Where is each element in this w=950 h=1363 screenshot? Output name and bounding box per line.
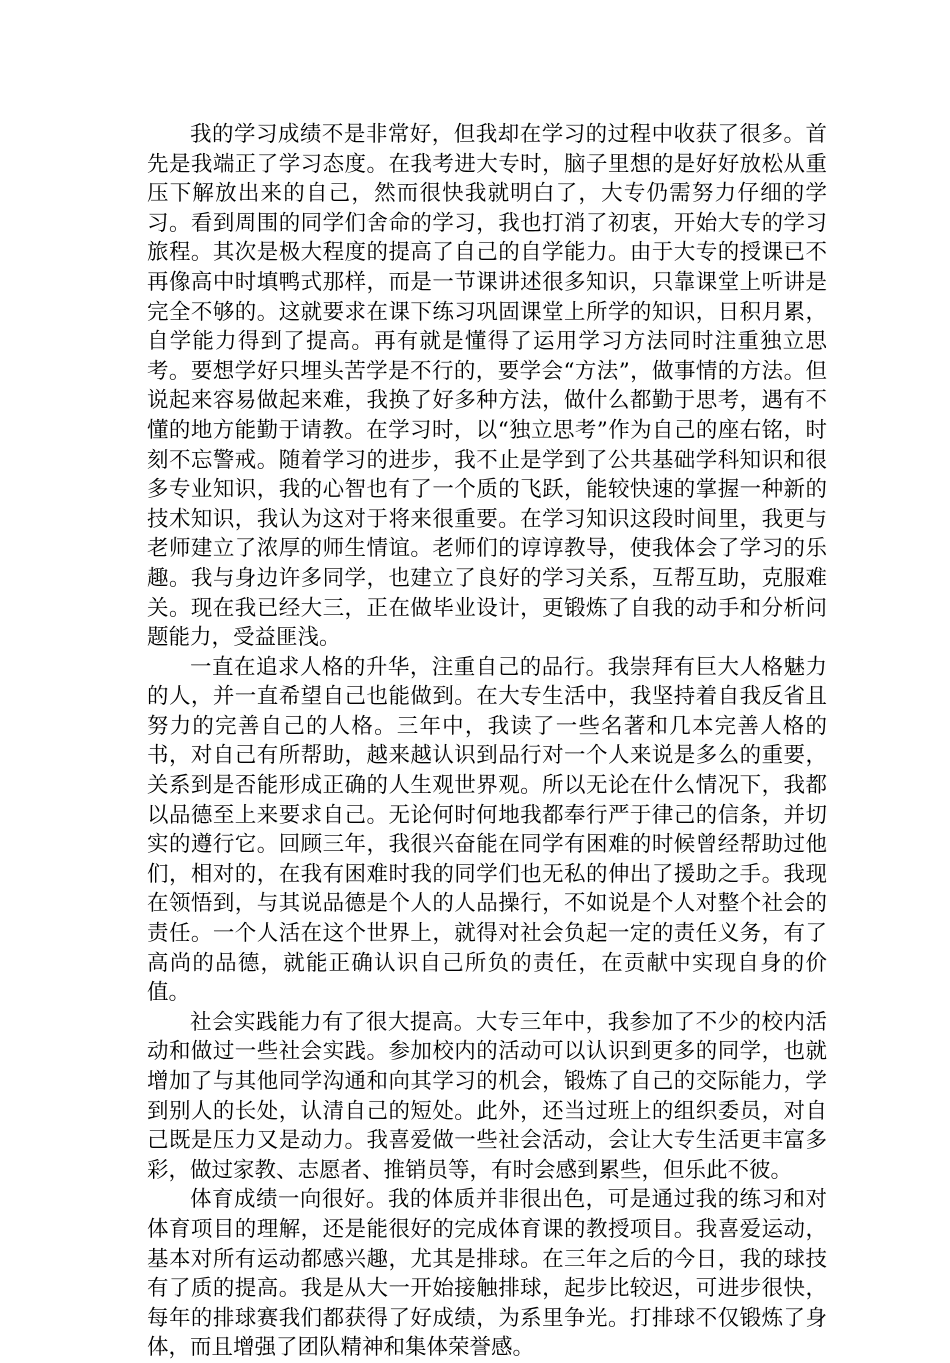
document-body <box>147 120 827 1363</box>
paragraph-study: 我的学习成绩不是非常好，但我却在学习的过程中收获了很多。首先是我端正了学习态度。在我考进大专时，脑子里想的是好好放松从重压下解放出来的自己，然而很快我就明白了，大专仍需努力仔细的学习。看到周围的同学们舍命的学习，我也打消了初衷，开始大专的学习旅程。其次是极大程度的提高了自己的自学能力。由于大专的授课已不再像高中时填鸭式那样，而是一节课讲述很多知识，只靠课堂上听讲是完全不够的。这就要求在课下练习巩固课堂上所学的知识，日积月累，自学能力得到了提高。再有就是懂得了运用学习方法同时注重独立思考。要想学好只埋头苦学是不行的，要学会“方法”，做事情的方法。但说起来容易做起来难，我换了好多种方法，做什么都勤于思考，遇有不懂的地方能勤于请教。在学习时，以“独立思考”作为自己的座右铭，时刻不忘警戒。随着学习的进步，我不止是学到了公共基础学科知识和很多专业知识，我的心智也有了一个质的飞跃，能较快速的掌握一种新的技术知识，我认为这对于将来很重要。在学习知识这段时间里，我更与老师建立了浓厚的师生情谊。老师们的谆谆教导，使我体会了学习的乐趣。我与身边许多同学，也建立了良好的学习关系，互帮互助，克服难关。现在我已经大三，正在做毕业设计，更锻炼了自我的动手和分析问题能力，受益匪浅。 <box>147 122 827 651</box>
paragraph-sports: 体育成绩一向很好。我的体质并非很出色，可是通过我的练习和对体育项目的理解，还是能很好的完成体育课的教授项目。我喜爱运动，基本对所有运动都感兴趣，尤其是排球。在三年之后的今日，我的球技有了质的提高。我是从大一开始接触排球，起步比较迟，可进步很快，每年的排球赛我们都获得了好成绩，为系里争光。打排球不仅锻炼了身体，而且增强了团队精神和集体荣誉感。 <box>147 1187 827 1361</box>
paragraph-social-practice: 社会实践能力有了很大提高。大专三年中，我参加了不少的校内活动和做过一些社会实践。参加校内的活动可以认识到更多的同学，也就增加了与其他同学沟通和向其学习的机会，锻炼了自己的交际能力，学到别人的长处，认清自己的短处。此外，还当过班上的组织委员，对自己既是压力又是动力。我喜爱做一些社会活动，会让大专生活更丰富多彩，做过家教、志愿者、推销员等，有时会感到累些，但乐此不彼。 <box>147 1009 827 1183</box>
paragraph-character: 一直在追求人格的升华，注重自己的品行。我崇拜有巨大人格魅力的人，并一直希望自己也能做到。在大专生活中，我坚持着自我反省且努力的完善自己的人格。三年中，我读了一些名著和几本完善人格的书，对自己有所帮助，越来越认识到品行对一个人来说是多么的重要，关系到是否能形成正确的人生观世界观。所以无论在什么情况下，我都以品德至上来要求自己。无论何时何地我都奉行严于律己的信条，并切实的遵行它。回顾三年，我很兴奋能在同学有困难的时候曾经帮助过他们，相对的，在我有困难时我的同学们也无私的伸出了援助之手。我现在领悟到，与其说品德是个人的人品操行，不如说是个人对整个社会的责任。一个人活在这个世界上，就得对社会负起一定的责任义务，有了高尚的品德，就能正确认识自己所负的责任，在贡献中实现自身的价值。 <box>147 654 827 1006</box>
